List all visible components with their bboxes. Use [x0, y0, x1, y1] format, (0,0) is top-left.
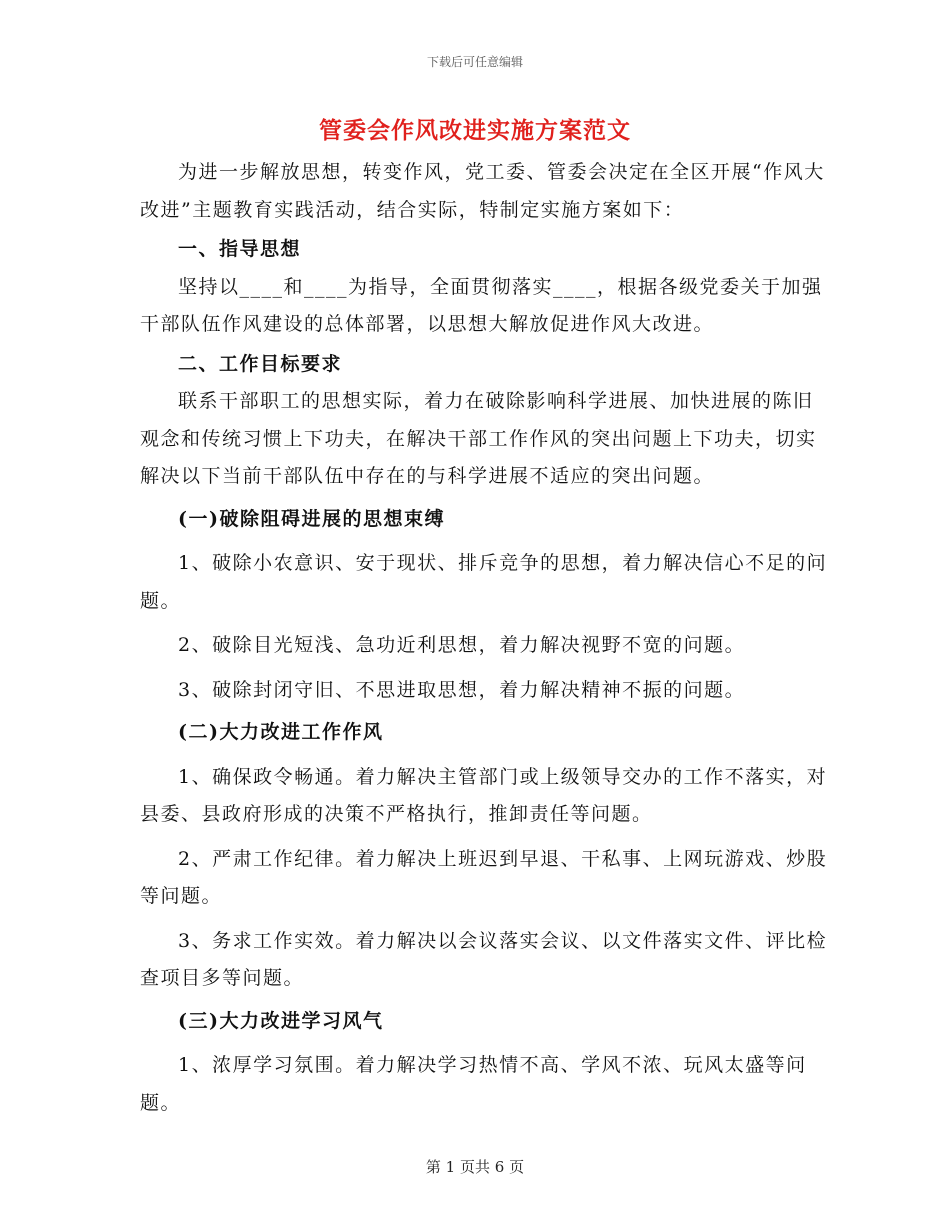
paragraph: 为进一步解放思想，转变作风，党工委、管委会决定在全区开展“作风大改进”主题教育实践活动，结合实际，特制定实施方案如下：	[140, 161, 825, 221]
paragraph: 3、务求工作实效。着力解决以会议落实会议、以文件落实文件、评比检查项目多等问题。	[140, 929, 828, 989]
paragraph: 坚持以____和____为指导，全面贯彻落实____，根据各级党委关于加强干部队伍作风建设的总体部署，以思想大解放促进作风大改进。	[140, 275, 823, 335]
section-heading: 二、工作目标要求	[178, 352, 343, 375]
page-header-note: 下载后可任意编辑	[426, 55, 523, 69]
section-heading: 一、指导思想	[178, 238, 302, 260]
paragraph: 1、浓厚学习氛围。着力解决学习热情不高、学风不浓、玩风太盛等问题。	[140, 1054, 807, 1114]
document-body	[140, 154, 830, 1122]
document-title: 管委会作风改进实施方案范文	[319, 117, 631, 144]
subsection-heading: (一)破除阻碍进展的思想束缚	[178, 507, 445, 530]
paragraph: 2、破除目光短浅、急功近利思想，着力解决视野不宽的问题。	[178, 634, 746, 656]
paragraph: 1、破除小农意识、安于现状、排斥竞争的思想，着力解决信心不足的问题。	[140, 552, 828, 612]
paragraph: 2、严肃工作纪律。着力解决上班迟到早退、干私事、上网玩游戏、炒股等问题。	[140, 847, 828, 907]
subsection-heading: (二)大力改进工作作风	[178, 721, 384, 743]
page-footer-number: 第 1 页共 6 页	[425, 1158, 525, 1176]
subsection-heading: (三)大力改进学习风气	[178, 1009, 384, 1032]
paragraph: 1、确保政令畅通。着力解决主管部门或上级领导交办的工作不落实，对县委、县政府形成的决策不严格执行，推卸责任等问题。	[140, 765, 828, 825]
paragraph: 3、破除封闭守旧、不思进取思想，着力解决精神不振的问题。	[178, 678, 746, 701]
paragraph: 联系干部职工的思想实际，着力在破除影响科学进展、加快进展的陈旧观念和传统习惯上下功夫，在解决干部工作作风的突出问题上下功夫，切实解决以下当前干部队伍中存在的与科学进展不适应的突出问题。	[140, 390, 817, 487]
